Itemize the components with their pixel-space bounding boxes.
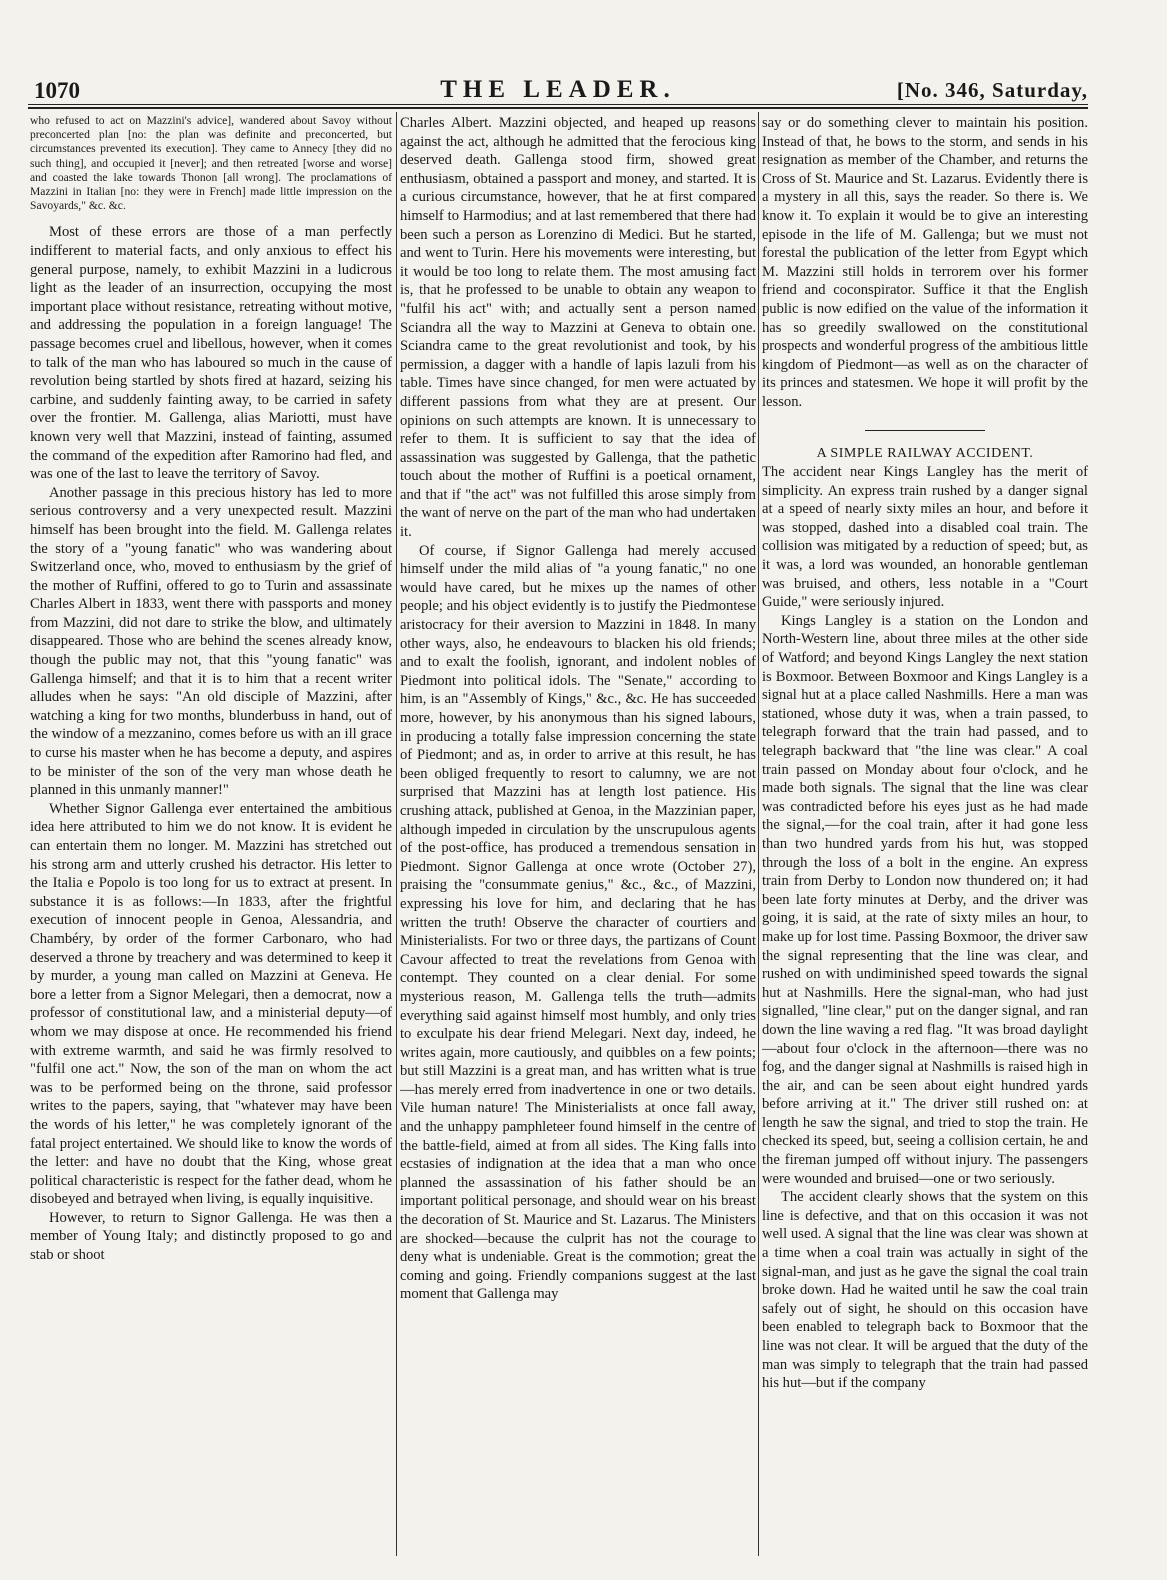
paragraph: Charles Albert. Mazzini objected, and heaped up reasons against the act, although he admitted that the ferocious king deserved death. Gallenga stood firm, showed great enthusiasm, obtained a passport and money, and started. It is a curious circumstance, however, that he at first compared himself to Harmodius; and at last remembered that there had been such a person as Lorenzino di Medici. But he started, and went to Turin. Here his movements were interesting, but it would be too long to relate them. The most amusing fact is, that he professed to be unable to obtain any weapon to "fulfil his act" with; and actually sent a person named Sciandra all the way to Mazzini at Geneva to obtain one. Sciandra came to the great revolutionist and took, by his permission, a dagger with a handle of lapis lazuli from his table. Times have since changed, for men were actuated by different passions from what they are at present. Our opinions on such attempts are known. It is unnecessary to refer to them. It is sufficient to say that the idea of assassination was suggested by Gallenga, that the pathetic touch about the mother of Ruffini is a poetical ornament, and that if "the act" was not fulfilled this arose simply from the want of nerve on the part of the man who had undertaken it. (400, 115, 756, 541)
header-rule-double (28, 107, 1088, 109)
paragraph: However, to return to Signor Gallenga. He was then a member of Young Italy; and distinctly proposed to go and stab or shoot (30, 1209, 392, 1264)
newspaper-title: THE LEADER. (440, 76, 676, 103)
issue-label: [No. 346, Saturday, (896, 78, 1088, 102)
column-1 (30, 114, 392, 1554)
paragraph: Most of these errors are those of a man perfectly indifferent to material facts, and only anxious to effect his general purpose, namely, to exhibit Mazzini in a ludicrous light as the leader of an insurrection, occupying the most important place without resistance, retreating without motive, and addressing the population in a foreign language! The passage becomes cruel and libellous, however, when it comes to talk of the man who has laboured so much in the cause of revolution being startled by shots fired at hazard, seizing his carbine, and suddenly fainting away, to be carried in safety over the frontier. M. Gallenga, alias Mariotti, must have known very well that Mazzini, instead of fainting, assumed the command of the expedition after Ramorino had fled, and was one of the last to leave the territory of Savoy. (30, 224, 392, 483)
column-divider (758, 112, 759, 1556)
column-3 (762, 114, 1088, 1554)
section-rule (865, 430, 985, 431)
column-divider (396, 112, 397, 1556)
paragraph: The accident near Kings Langley has the merit of simplicity. An express train rushed by a danger signal at a speed of nearly sixty miles an hour, and before it was stopped, dashed into a disabled coal train. The collision was mitigated by a reduction of speed; but, as it was, a lord was wounded, an honorable gentleman was bruised, and others, less notable in a "Court Guide," were seriously injured. (762, 464, 1088, 611)
paragraph: Another passage in this precious history has led to more serious controversy and a very unexpected result. Mazzini himself has been brought into the field. M. Gallenga relates the story of a "young fanatic" who was wandering about Switzerland once, who, moved to enthusiasm by the grief of the mother of Ruffini, offered to go to Turin and assassinate Charles Albert in 1833, went there with passports and money from Mazzini, did not dare to strike the blow, and ultimately disappeared. Those who are behind the scenes already know, though the public may not, that this "young fanatic" was Gallenga himself; and that it is to him that a recent writer alludes when he says: "An old disciple of Mazzini, after watching a king for two months, blunderbuss in hand, out of the window of a mezzanino, comes before us with an ill grace to curse his master when he has become a deputy, and aspires to be minister of the son of the very man whose death he planned in this unmanly manner!" (30, 484, 392, 799)
paragraph: Whether Signor Gallenga ever entertained the ambitious idea here attributed to him we do not know. It is evident he can entertain them no longer. M. Mazzini has stretched out his strong arm and utterly crushed his detractor. His letter to the Italia e Popolo is too long for us to extract at present. In substance it is as follows:—In 1833, after the frightful execution of innocent people in Genoa, Alessandria, and Chambéry, by order of the former Carbonaro, who had deserved a throne by treachery and was determined to keep it by murder, a young man called on Mazzini at Geneva. He bore a letter from a Signor Melegari, then a democrat, now a professor of constitutional law, and a ministerial deputy—of whom we may dispose at once. He recommended his friend with extreme warmth, and said he was firmly resolved to "fulfil one act." Now, the son of the man on whom the act was to be performed being on the throne, said professor writes to the papers, saying, that "whatever may have been the words of his letter," he was completely ignorant of the fatal project entertained. We should like to know the words of the letter: and have no doubt that the King, whose great political characteristic is respect for the father dead, whom he disobeyed and betrayed when living, is equally inquisitive. (30, 800, 392, 1208)
paragraph: who refused to act on Mazzini's advice], wandered about Savoy without preconcerted plan [no: the plan was definite and preconcerted, but circumstances prevented its execution]. They came to Annecy [they did no such thing], and occupied it [never]; and then retreated [worse and worse] and coasted the lake towards Thonon [all wrong]. The proclamations of Mazzini in Italian [no: they were in French] made little impression on the Savoyards," &c. &c. (30, 114, 392, 213)
paragraph: say or do something clever to maintain his position. Instead of that, he bows to the storm, and sends in his resignation as member of the Chamber, and returns the Cross of St. Maurice and St. Lazarus. Evidently there is a mystery in all this, says the reader. So there is. We know it. To explain it would be to give an interesting episode in the life of M. Gallenga; but we must not forestal the publication of the letter from Egypt which M. Mazzini still holds in terrorem over his former friend and coconspirator. Suffice it that the English public is now edified on the value of the information it has so greedily swallowed on the constitutional prospects and wonderful progress of the ambitious little kingdom of Piedmont—as well as on the character of its princes and statesmen. We hope it will profit by the lesson. (762, 115, 1088, 410)
masthead (28, 72, 1088, 104)
paragraph: The accident clearly shows that the system on this line is defective, and that on this occasion it was not well used. A signal that the line was clear was shown at a time when a coal train was actually in sight of the signal-man, and just as he gave the signal the coal train broke down. Had he waited until he saw the coal train safely out of sight, he should on this occasion have been enabled to telegraph back to Boxmoor that the line was not clear. It will be argued that the duty of the man was simply to telegraph that the train had passed his hut—but if the company (762, 1189, 1088, 1392)
article-heading: A SIMPLE RAILWAY ACCIDENT. (816, 445, 1034, 461)
header-rule (28, 104, 1088, 105)
paragraph: Of course, if Signor Gallenga had merely accused himself under the mild alias of "a young fanatic," no one would have cared, but he mixes up the names of other people; and his object evidently is to justify the Piedmontese aristocracy for their aversion to Mazzini in 1848. In many other ways, also, he endeavours to blacken his old friends; and to exalt the foolish, ignorant, and indolent nobles of Piedmont into political idols. The "Senate," according to him, is an "Assembly of Kings," &c., &c. He has succeeded more, however, by his anonymous than his signed labours, in producing a totally false impression concerning the state of Piedmont; and as, in order to arrive at this result, he has been obliged frequently to resort to calumny, we are not surprised that Mazzini has at length lost patience. His crushing attack, published at Genoa, in the Mazzinian paper, although impeded in circulation by the unscrupulous agents of the post-office, has produced a tremendous sensation in Piedmont. Signor Gallenga at once wrote (October 27), praising the "consummate genius," &c., &c., of Mazzini, expressing his love for him, and declaring that he has written the truth! Observe the character of courtiers and Ministerialists. For two or three days, the partizans of Count Cavour affected to treat the revelations from Genoa with contempt. They counted on a clear denial. For some mysterious reason, M. Gallenga tells the truth—admits everything said against himself most humbly, and only tries to exculpate his dear friend Melegari. Next day, indeed, he writes again, more cautiously, and quibbles on a few points; but still Mazzini is a great man, and has written what is true—has merely erred from inadvertence in one or two details. Vile human nature! The Ministerialists at once fall away, and the unhappy pamphleteer found himself in the centre of the battle-field, aimed at from all sides. The King falls into ecstasies of indignation at the idea that a man who once planned the assassination of his father should be an important political personage, and should wear on his breast the decoration of St. Maurice and St. Lazarus. The Ministers are shocked—because the culprit has not the courage to deny what is undeniable. Great is the commotion; great the coming and going. Friendly companions suggest at the last moment that Gallenga may (400, 542, 756, 1303)
page-number: 1070 (34, 78, 80, 103)
paragraph: Kings Langley is a station on the London and North-Western line, about three miles at the other side of Watford; and beyond Kings Langley the next station is Boxmoor. Between Boxmoor and Kings Langley is a signal hut at a place called Nashmills. Here a man was stationed, whose duty it was, when a train passed, to telegraph forward that the train had passed, and to telegraph backward that "the line was clear." A coal train passed on Monday about four o'clock, and he made both signals. The signal that the line was clear was contradicted before his eyes just as he had made the signal,—for the coal train, after it had gone less than two hundred yards from his hut, was stopped through the loss of a bolt in the engine. An express train from Derby to London now thundered on; it had been late forty minutes at Derby, and the driver was going, it is said, at the rate of sixty miles an hour, to make up for lost time. Passing Boxmoor, the driver saw the signal representing that the line was clear, and rushed on with undiminished speed towards the signal hut at Nashmills. Here the signal-man, who had just signalled, "line clear," put on the danger signal, and ran down the line waving a red flag. "It was broad daylight—about four o'clock in the afternoon—there was no fog, and the danger signal at Nashmills is raised high in the air, and can be seen about eight hundred yards before arriving at it." The driver still rushed on: at length he saw the signal, and tried to stop the train. He checked its speed, but, seeing a collision certain, he and the fireman jumped off without injury. The passengers were wounded and bruised—one or two seriously. (762, 612, 1088, 1187)
column-2 (400, 114, 756, 1554)
